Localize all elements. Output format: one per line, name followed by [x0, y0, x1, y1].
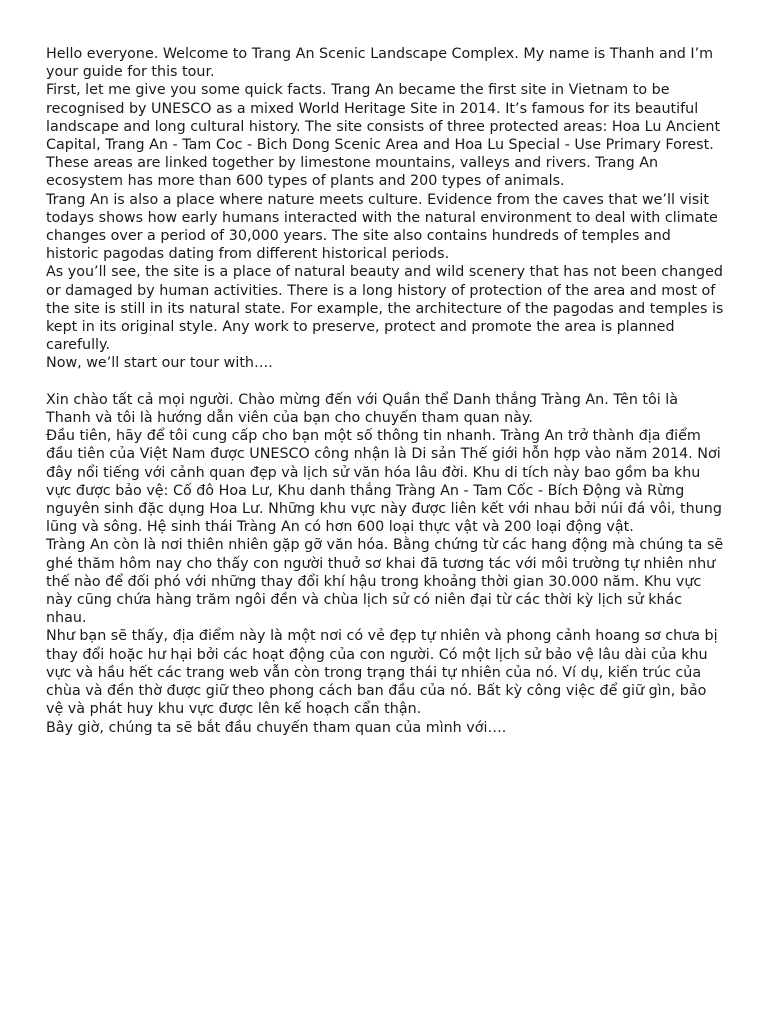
english-quick-facts: First, let me give you some quick facts. Trang An became the first site in Vietnam to be recognised by UNESCO as a mixed World Heritage Site in 2014. It’s famous for its beautiful landscape and long cultural history. The site consists of three protected areas: Hoa Lu Ancient Capital, Trang An - Tam Coc - Bich Dong Scenic Area and Hoa Lu Special - Use Primary Forest. These areas are linked together by limestone mountains, valleys and rivers. Trang An ecosystem has more than 600 types of plants and 200 types of animals. [46, 82, 721, 190]
section-divider [46, 373, 726, 391]
vietnamese-start-tour: Bây giờ, chúng ta sẽ bắt đầu chuyến tham quan của mình với…. [46, 719, 507, 736]
english-natural-beauty: As you’ll see, the site is a place of natural beauty and wild scenery that has not been changed or damaged by human activities. There is a long history of protection of the area and most of the site is still in its natural state. For example, the architecture of the pagodas and temples is kept in its original style. Any work to preserve, protect and promote the area is planned carefully. [46, 264, 724, 354]
english-greeting: Hello everyone. Welcome to Trang An Scenic Landscape Complex. My name is Thanh and I’m your guide for this tour. [46, 46, 714, 81]
vietnamese-greeting: Xin chào tất cả mọi người. Chào mừng đến với Quần thể Danh thắng Tràng An. Tên tôi là Thanh và tôi là hướng dẫn viên của bạn cho chuyến tham quan này. [46, 391, 679, 427]
english-section [46, 45, 726, 373]
english-start-tour: Now, we’ll start our tour with…. [46, 355, 273, 372]
vietnamese-quick-facts: Đầu tiên, hãy để tôi cung cấp cho bạn một số thông tin nhanh. Tràng An trở thành địa điểm đầu tiên của Việt Nam được UNESCO công nhận là Di sản Thế giới hỗn hợp vào năm 2014. Nơi đây nổi tiếng với cảnh quan đẹp và lịch sử văn hóa lâu đời. Khu di tích này bao gồm ba khu vực được bảo vệ: Cố đô Hoa Lư, Khu danh thắng Tràng An - Tam Cốc - Bích Động và Rừng nguyên sinh đặc dụng Hoa Lư. Những khu vực này được liên kết với nhau bởi núi đá vôi, thung lũng và sông. Hệ sinh thái Tràng An có hơn 600 loại thực vật và 200 loại động vật. [46, 428, 722, 536]
document-page [46, 45, 726, 737]
english-nature-culture: Trang An is also a place where nature meets culture. Evidence from the caves that we’ll visit todays shows how early humans interacted with the natural environment to deal with climate changes over a period of 30,000 years. The site also contains hundreds of temples and historic pagodas dating from different historical periods. [46, 191, 718, 263]
vietnamese-nature-culture: Tràng An còn là nơi thiên nhiên gặp gỡ văn hóa. Bằng chứng từ các hang động mà chúng ta sẽ ghé thăm hôm nay cho thấy con người thuở sơ khai đã tương tác với môi trường tự nhiên như thế nào để đối phó với những thay đổi khí hậu trong khoảng thời gian 30.000 năm. Khu vực này cũng chứa hàng trăm ngôi đền và chùa lịch sử có niên đại từ các thời kỳ lịch sử khác nhau. [46, 537, 724, 627]
vietnamese-section [46, 391, 726, 737]
vietnamese-natural-beauty: Như bạn sẽ thấy, địa điểm này là một nơi có vẻ đẹp tự nhiên và phong cảnh hoang sơ chưa bị thay đổi hoặc hư hại bởi các hoạt động của con người. Có một lịch sử bảo vệ lâu dài của khu vực và hầu hết các trang web vẫn còn trong trạng thái tự nhiên của nó. Ví dụ, kiến trúc của chùa và đền thờ được giữ theo phong cách ban đầu của nó. Bất kỳ công việc để giữ gìn, bảo vệ và phát huy khu vực được lên kế hoạch cẩn thận. [46, 628, 718, 718]
